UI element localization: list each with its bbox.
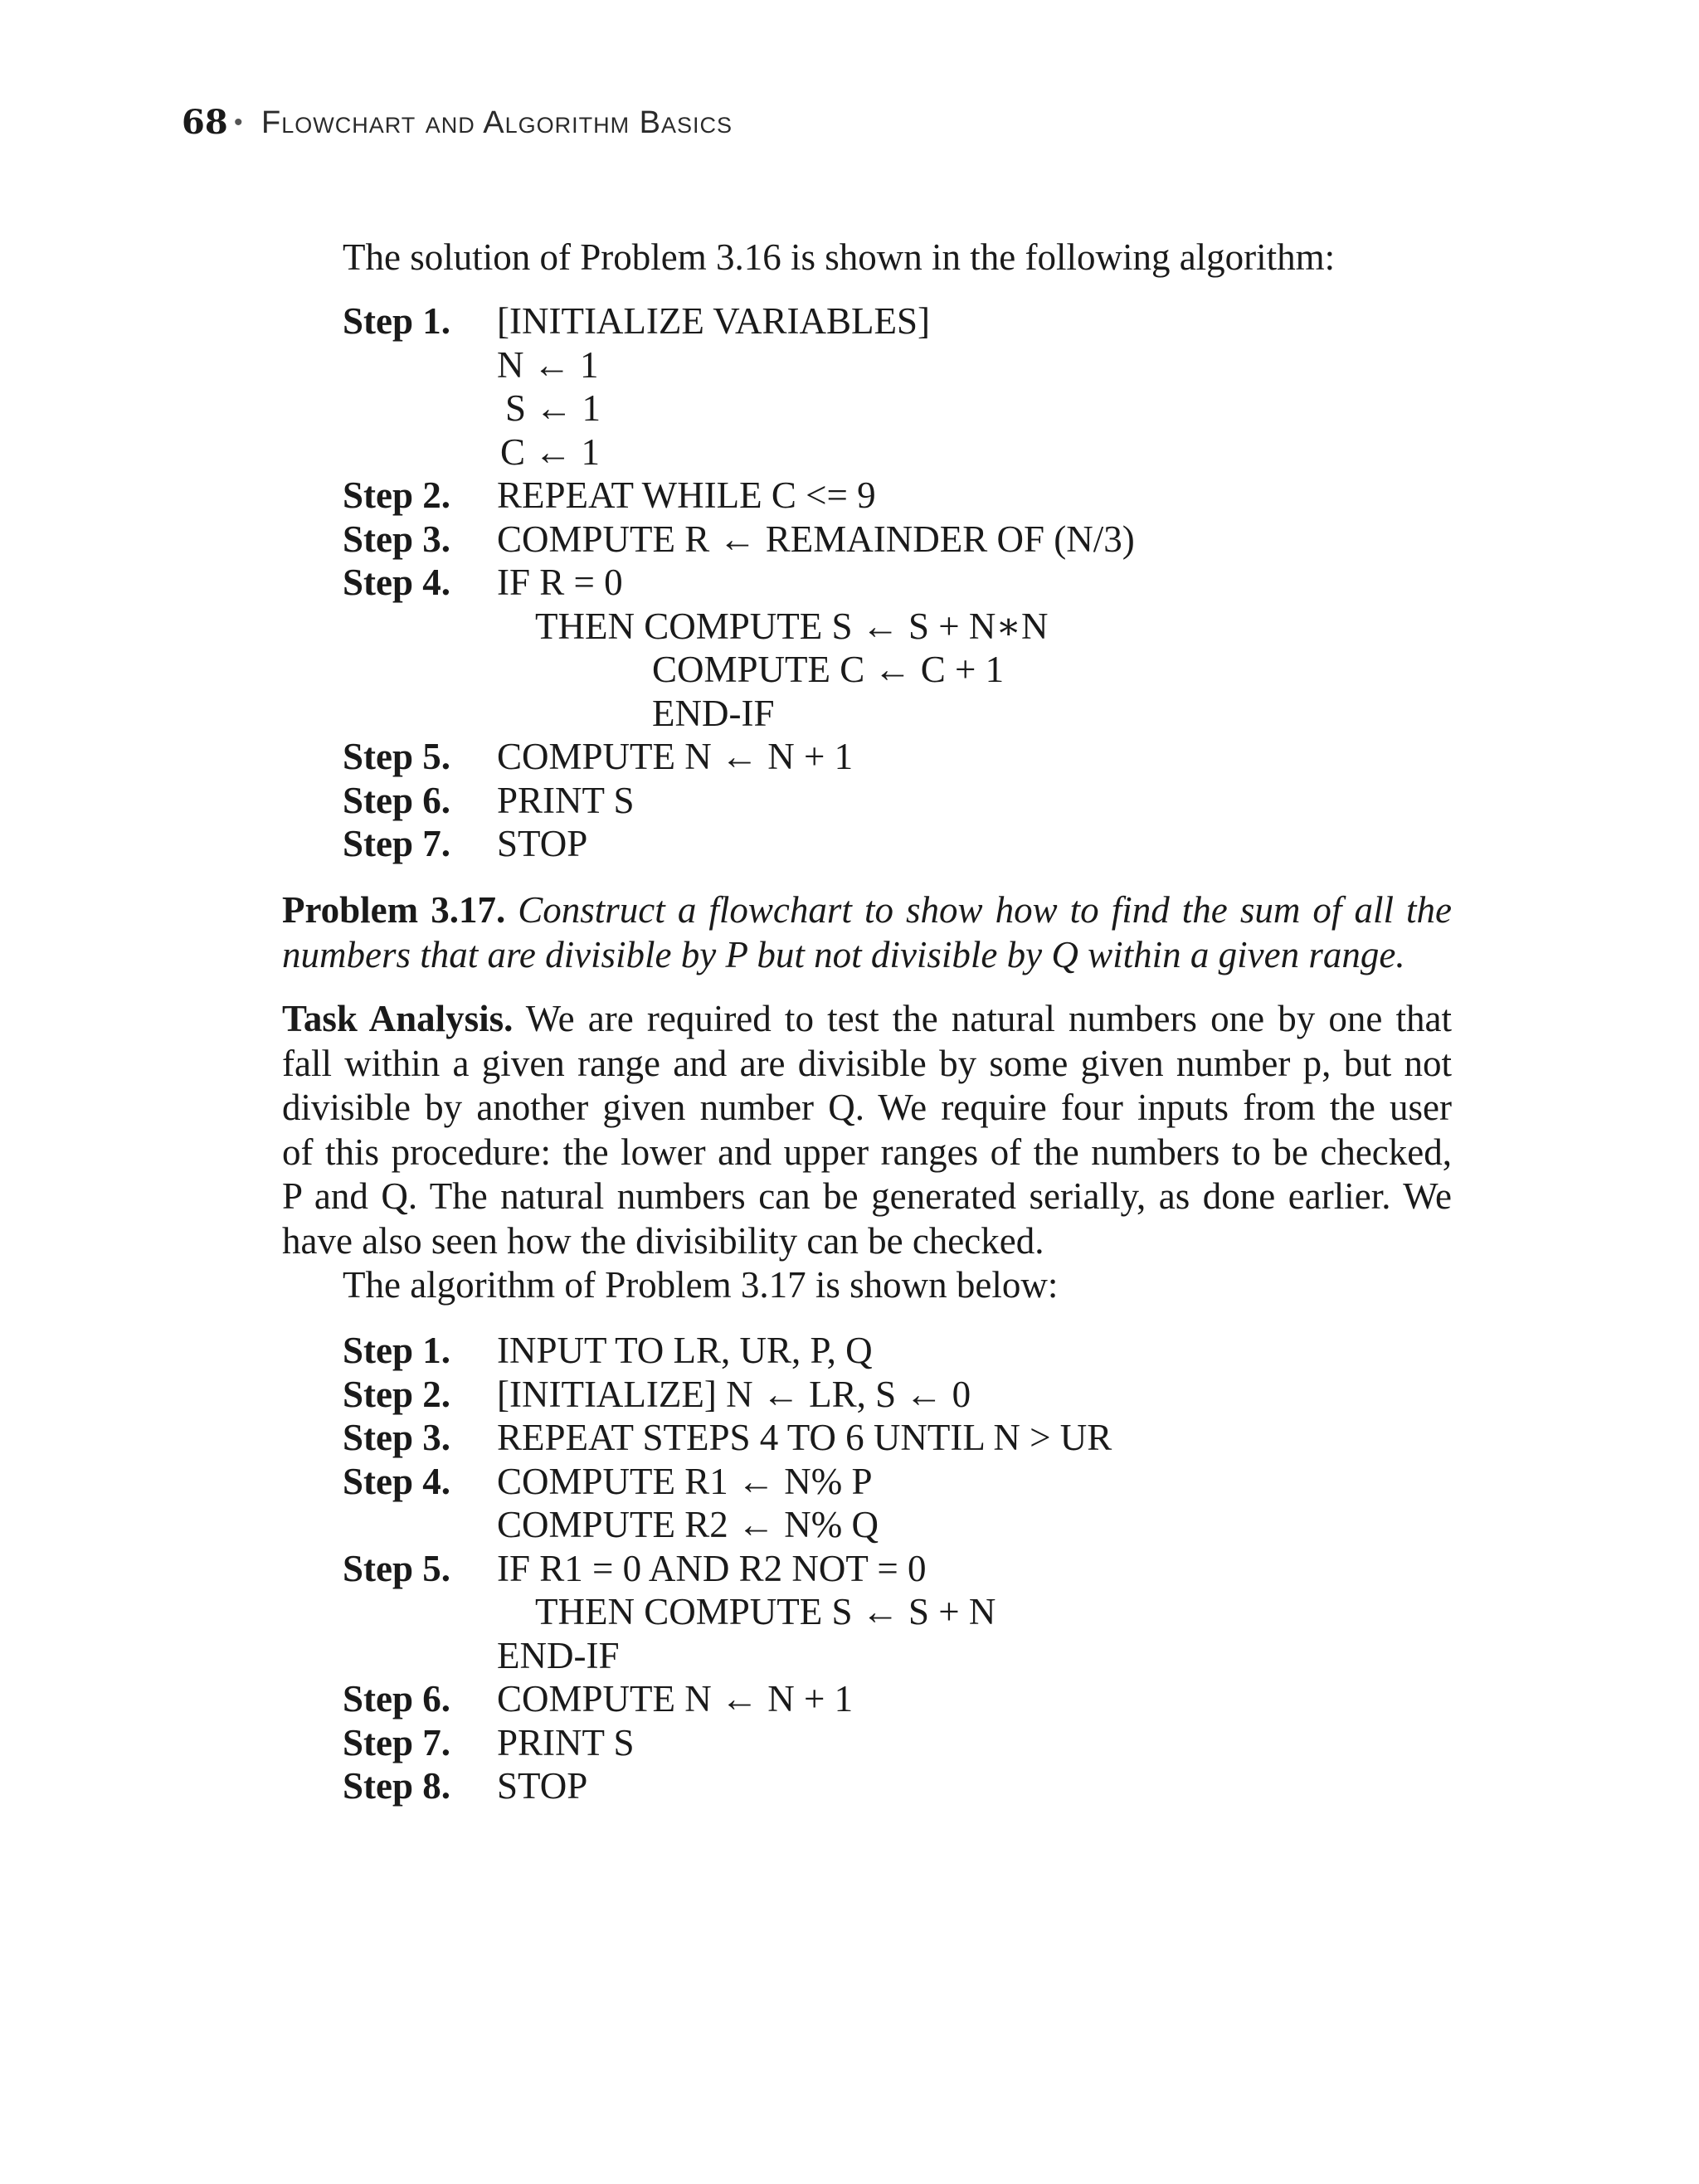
step-label: Step 6. xyxy=(343,1678,451,1719)
page-number: 68 xyxy=(182,103,228,142)
step-text: END-IF xyxy=(497,1635,620,1676)
problem-317-statement: Construct a flowchart to show how to find the sum of all the xyxy=(518,889,1453,931)
step-text: COMPUTE N ← N + 1 xyxy=(497,736,854,777)
step-label: Step 1. xyxy=(343,1330,451,1371)
problem-317-line-2 xyxy=(282,933,1452,978)
task-analysis-line-1 xyxy=(282,997,1452,1042)
step-text: COMPUTE R ← REMAINDER OF (N/3) xyxy=(497,518,1135,560)
step-text: IF R1 = 0 AND R2 NOT = 0 xyxy=(497,1548,927,1589)
task-analysis-line-7: The algorithm of Problem 3.17 is shown below: xyxy=(343,1264,1059,1306)
header-separator: • xyxy=(234,109,243,136)
step-label: Step 7. xyxy=(343,1722,451,1763)
step-label: Step 5. xyxy=(343,1548,451,1589)
step-text: COMPUTE R2 ← N% Q xyxy=(497,1504,879,1545)
task-analysis-line-3: divisible by another given number Q. We require four inputs from the user xyxy=(282,1087,1452,1128)
step-label: Step 3. xyxy=(343,1417,451,1458)
step-text: COMPUTE R1 ← N% P xyxy=(497,1461,873,1502)
step-text: C ← 1 xyxy=(500,431,601,473)
step-label: Step 6. xyxy=(343,780,451,821)
step-text: PRINT S xyxy=(497,780,635,821)
step-text: [INITIALIZE] N ← LR, S ← 0 xyxy=(497,1374,971,1415)
step-text: INPUT TO LR, UR, P, Q xyxy=(497,1330,873,1371)
task-analysis-text: We are required to test the natural numbers one by one that xyxy=(525,998,1453,1039)
step-label: Step 5. xyxy=(343,736,451,777)
problem-317-statement: numbers that are divisible by P but not divisible by Q within a given range. xyxy=(282,933,1405,975)
task-analysis-label: Task Analysis. xyxy=(282,998,514,1039)
task-analysis-line-5: P and Q. The natural numbers can be generated serially, as done earlier. We xyxy=(282,1175,1452,1217)
step-text: THEN COMPUTE S ← S + N xyxy=(535,1591,996,1632)
task-analysis xyxy=(282,997,1452,1308)
step-label: Step 2. xyxy=(343,1374,451,1415)
step-text: THEN COMPUTE S ← S + N∗N xyxy=(535,606,1049,647)
problem-317-line-1 xyxy=(282,888,1452,933)
step-text: STOP xyxy=(497,1765,588,1807)
task-analysis-line-2: fall within a given range and are divisible by some given number p, but not xyxy=(282,1042,1452,1084)
step-label: Step 8. xyxy=(343,1765,451,1807)
step-label: Step 2. xyxy=(343,474,451,516)
step-label: Step 4. xyxy=(343,562,451,603)
step-label: Step 7. xyxy=(343,823,451,864)
step-text: STOP xyxy=(497,823,588,864)
intro-316: The solution of Problem 3.16 is shown in the following algorithm: xyxy=(343,236,1336,278)
step-label: Step 3. xyxy=(343,518,451,560)
step-text: N ← 1 xyxy=(497,344,599,386)
step-label: Step 1. xyxy=(343,300,451,342)
step-text: COMPUTE C ← C + 1 xyxy=(652,649,1005,690)
running-title: Flowchart and Algorithm Basics xyxy=(261,105,733,140)
step-text: PRINT S xyxy=(497,1722,635,1763)
problem-317 xyxy=(282,888,1452,977)
step-text: S ← 1 xyxy=(505,387,601,429)
step-text: REPEAT WHILE C <= 9 xyxy=(497,474,876,516)
step-text: END-IF xyxy=(652,693,775,734)
step-text: REPEAT STEPS 4 TO 6 UNTIL N > UR xyxy=(497,1417,1112,1458)
step-text: [INITIALIZE VARIABLES] xyxy=(497,300,931,342)
problem-317-label: Problem 3.17. xyxy=(282,889,506,931)
task-analysis-line-6: have also seen how the divisibility can be checked. xyxy=(282,1219,1044,1262)
step-text: COMPUTE N ← N + 1 xyxy=(497,1678,854,1719)
task-analysis-line-4: of this procedure: the lower and upper ranges of the numbers to be checked, xyxy=(282,1131,1452,1173)
step-label: Step 4. xyxy=(343,1461,451,1502)
step-text: IF R = 0 xyxy=(497,562,623,603)
